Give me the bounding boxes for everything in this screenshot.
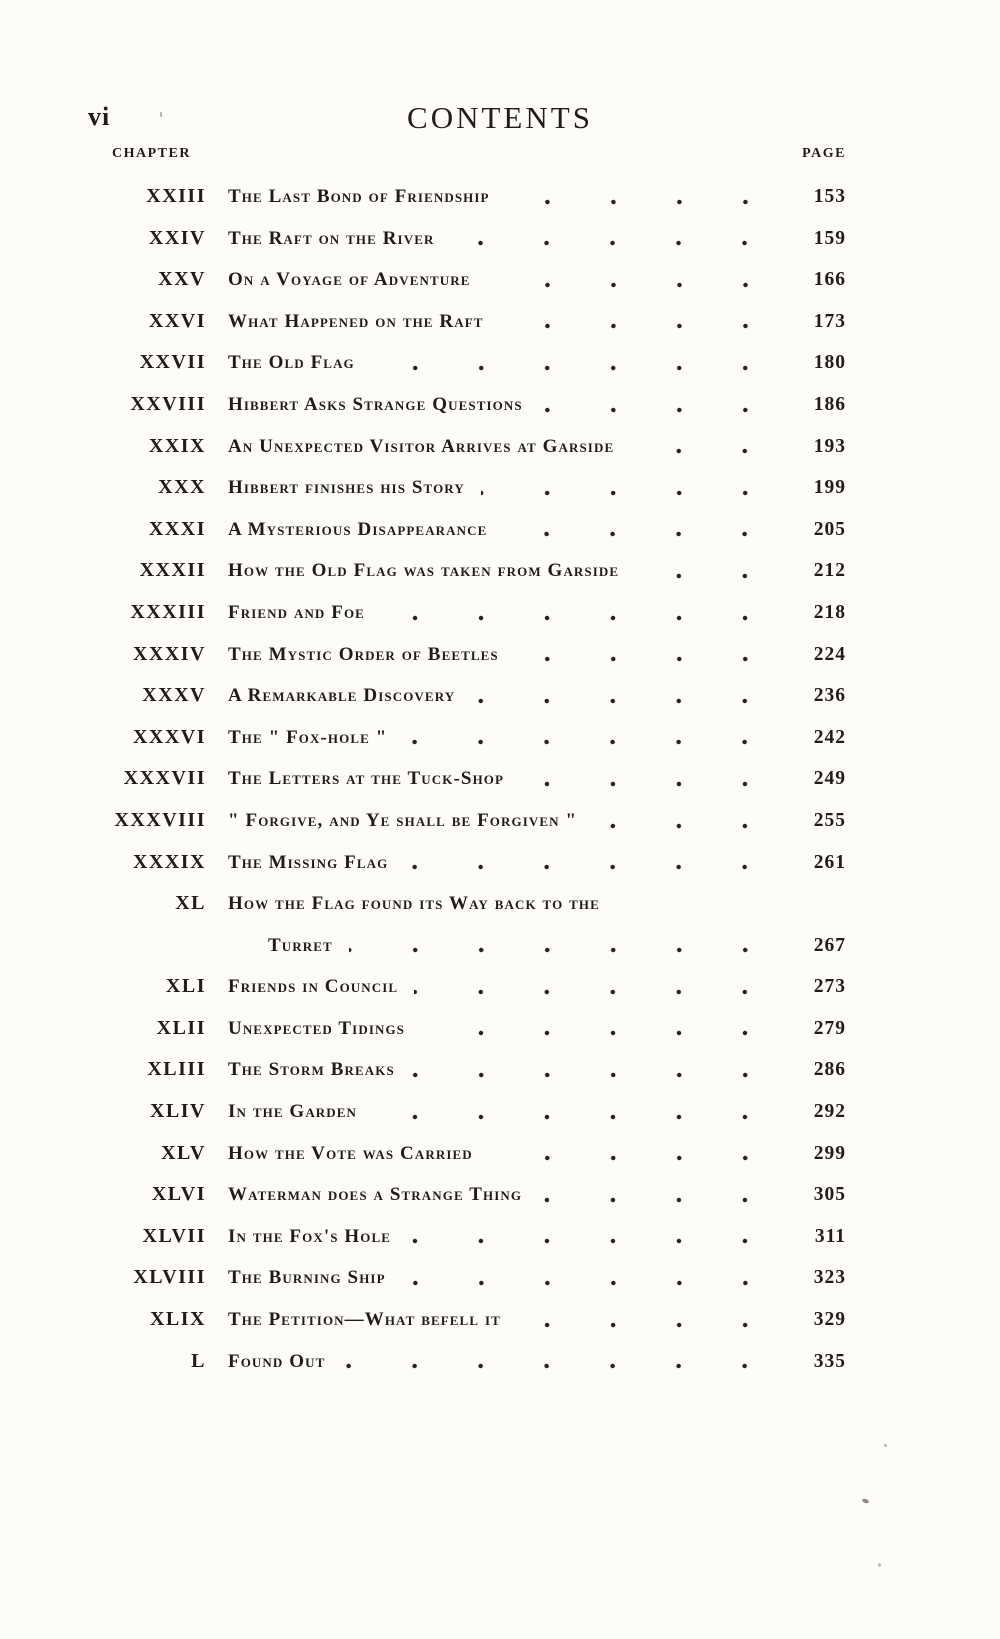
- page-number: 323: [813, 1267, 846, 1289]
- page-number: 159: [813, 227, 846, 249]
- page-number: 249: [813, 768, 846, 790]
- entry-title: How the Flag found its Way back to the: [228, 893, 600, 915]
- entry-title: What Happened on the Raft: [228, 310, 484, 332]
- toc-entry: [88, 1008, 846, 1050]
- dot-leader: [371, 342, 782, 384]
- page-number: 305: [813, 1184, 846, 1206]
- toc-entry: [88, 176, 846, 218]
- chapter-numeral: L: [191, 1349, 206, 1372]
- page-number: 186: [813, 393, 846, 415]
- chapter-numeral: XXXIX: [132, 850, 206, 873]
- chapter-numeral: XXX: [158, 476, 206, 499]
- page-title: CONTENTS: [407, 100, 593, 135]
- toc-entry: [88, 842, 846, 884]
- chapter-numeral: XXXVI: [132, 725, 206, 748]
- toc-entry: [88, 758, 846, 800]
- chapter-numeral: XXIX: [148, 434, 206, 457]
- dot-leader: [489, 1133, 782, 1175]
- chapter-numeral: XLIV: [149, 1100, 206, 1123]
- dot-leader: [414, 966, 782, 1008]
- chapter-numeral: XXXII: [139, 559, 206, 582]
- page-number: 286: [813, 1059, 846, 1081]
- dot-leader: [403, 717, 782, 759]
- chapter-numeral: XXXI: [148, 517, 206, 540]
- entry-title: The " Fox-hole ": [228, 726, 388, 748]
- entry-title: A Remarkable Discovery: [228, 685, 456, 707]
- toc-entry: [88, 1257, 846, 1299]
- chapter-column-header: CHAPTER: [112, 146, 191, 161]
- entry-title: How the Old Flag was taken from Garside: [228, 560, 620, 582]
- dot-leader: [450, 218, 782, 260]
- toc-entry: [88, 550, 846, 592]
- dot-leader: [373, 1091, 782, 1133]
- toc-entry: [88, 925, 846, 967]
- toc-entry: [88, 717, 846, 759]
- dot-leader: [471, 675, 782, 717]
- dot-leader: [539, 384, 782, 426]
- page-number: 218: [813, 601, 846, 623]
- page-number: 267: [813, 934, 846, 956]
- dot-leader: [520, 758, 782, 800]
- dot-leader: [407, 1216, 782, 1258]
- scan-speck: [878, 1563, 881, 1567]
- chapter-numeral: XXXIII: [130, 600, 206, 623]
- page-number: 173: [813, 310, 846, 332]
- page-number: 242: [813, 726, 846, 748]
- dot-leader: [404, 842, 782, 884]
- dot-leader: [421, 1008, 782, 1050]
- entry-title: A Mysterious Disappearance: [228, 518, 488, 540]
- page-number: 261: [813, 851, 846, 873]
- entry-title: On a Voyage of Adventure: [228, 269, 471, 291]
- dot-leader: [593, 800, 782, 842]
- chapter-numeral: XXVI: [148, 309, 206, 332]
- entry-title: Turret: [268, 934, 333, 956]
- dot-leader: [481, 467, 782, 509]
- page-number: 292: [813, 1101, 846, 1123]
- chapter-numeral: XXXIV: [132, 642, 206, 665]
- entry-title: The Missing Flag: [228, 851, 389, 873]
- toc-entry: [88, 467, 846, 509]
- scan-speck: [160, 112, 162, 117]
- entry-title: In the Fox's Hole: [228, 1225, 392, 1247]
- dot-leader: [341, 1341, 782, 1383]
- toc-entry: [88, 384, 846, 426]
- column-headers: [88, 146, 846, 162]
- toc-entry: [88, 426, 846, 468]
- dot-leader: [402, 1257, 782, 1299]
- toc-entry: [88, 342, 846, 384]
- entry-title: The Raft on the River: [228, 227, 435, 249]
- chapter-numeral: XL: [175, 892, 206, 915]
- page-number: 193: [813, 435, 846, 457]
- chapter-numeral: XXVII: [139, 351, 206, 374]
- entry-title: The Last Bond of Friendship: [228, 186, 490, 207]
- dot-leader: [500, 301, 782, 343]
- dot-leader: [616, 883, 782, 925]
- chapter-numeral: XXVIII: [130, 392, 206, 415]
- dot-leader: [411, 1049, 782, 1091]
- entry-title: The Old Flag: [228, 352, 355, 374]
- scan-speck: [884, 1444, 887, 1447]
- scan-speck: [862, 1498, 870, 1504]
- entry-title: The Petition—What befell it: [228, 1309, 501, 1331]
- chapter-numeral: XXV: [158, 268, 206, 291]
- toc-entry: [88, 883, 846, 925]
- toc-entry: [88, 301, 846, 343]
- toc-entry: [88, 592, 846, 634]
- entry-title: Found Out: [228, 1350, 326, 1372]
- chapter-numeral: XXIV: [148, 226, 206, 249]
- toc-entry: [88, 634, 846, 676]
- dot-leader: [506, 176, 782, 218]
- entry-title: The Mystic Order of Beetles: [228, 643, 499, 665]
- page-number: 166: [813, 269, 846, 291]
- entry-title: Friends in Council: [228, 976, 399, 998]
- page-number: 279: [813, 1017, 846, 1039]
- page-number: 329: [813, 1309, 846, 1331]
- page-number: 205: [813, 518, 846, 540]
- toc-entry: [88, 1091, 846, 1133]
- page-number: 224: [813, 643, 846, 665]
- page-number: 335: [813, 1350, 846, 1372]
- chapter-numeral: XXXVII: [123, 767, 206, 790]
- chapter-numeral: XLVI: [151, 1183, 206, 1206]
- entry-title: The Burning Ship: [228, 1267, 386, 1289]
- page-number: 180: [813, 352, 846, 374]
- page-number: 212: [813, 560, 846, 582]
- toc-entry: [88, 1049, 846, 1091]
- page-column-header: PAGE: [802, 146, 846, 161]
- chapter-numeral: XLII: [156, 1016, 206, 1039]
- entry-title: The Storm Breaks: [228, 1059, 395, 1081]
- chapter-numeral: XLIX: [149, 1308, 206, 1331]
- page-number: 311: [814, 1225, 846, 1247]
- dot-leader: [517, 1299, 782, 1341]
- entry-title: In the Garden: [228, 1101, 358, 1123]
- dot-leader: [487, 259, 783, 301]
- chapter-numeral: XXXVIII: [114, 808, 206, 831]
- toc-entry: [88, 259, 846, 301]
- toc-entry: [88, 966, 846, 1008]
- chapter-numeral: XLV: [161, 1141, 206, 1164]
- page-number: 255: [813, 809, 846, 831]
- entry-title: An Unexpected Visitor Arrives at Garside: [228, 435, 615, 457]
- entry-title: " Forgive, and Ye shall be Forgiven ": [228, 809, 578, 831]
- chapter-numeral: XXIII: [146, 185, 206, 207]
- toc-entry: [88, 509, 846, 551]
- dot-leader: [635, 550, 782, 592]
- toc-entry: [88, 1299, 846, 1341]
- toc-list: [88, 176, 846, 1382]
- entry-title: Hibbert finishes his Story: [228, 477, 465, 499]
- toc-entry: [88, 1216, 846, 1258]
- entry-title: Waterman does a Strange Thing: [228, 1184, 523, 1206]
- page-number: 236: [813, 685, 846, 707]
- dot-leader: [381, 592, 782, 634]
- toc-entry: [88, 675, 846, 717]
- page-number: 199: [813, 477, 846, 499]
- dot-leader: [538, 1174, 782, 1216]
- entry-title: How the Vote was Carried: [228, 1142, 473, 1164]
- dot-leader: [515, 634, 782, 676]
- page-number: 299: [813, 1142, 846, 1164]
- toc-entry: [88, 800, 846, 842]
- entry-title: Hibbert Asks Strange Questions: [228, 393, 523, 415]
- entry-title: The Letters at the Tuck-Shop: [228, 768, 505, 790]
- chapter-numeral: XLIII: [147, 1058, 206, 1081]
- dot-leader: [630, 426, 782, 468]
- toc-entry: [88, 218, 846, 260]
- entry-title: Friend and Foe: [228, 601, 365, 623]
- entry-title: Unexpected Tidings: [228, 1017, 406, 1039]
- dot-leader: [503, 509, 782, 551]
- dot-leader: [349, 925, 782, 967]
- page-number: 153: [813, 186, 846, 207]
- chapter-numeral: XLI: [165, 975, 206, 998]
- chapter-numeral: XLVIII: [133, 1266, 206, 1289]
- chapter-numeral: XLVII: [142, 1224, 206, 1247]
- toc-entry: [88, 1341, 846, 1383]
- page-number: 273: [813, 976, 846, 998]
- chapter-numeral: XXXV: [142, 684, 206, 707]
- page-folio: vi: [88, 102, 111, 131]
- toc-entry: [88, 1174, 846, 1216]
- toc-entry: [88, 1133, 846, 1175]
